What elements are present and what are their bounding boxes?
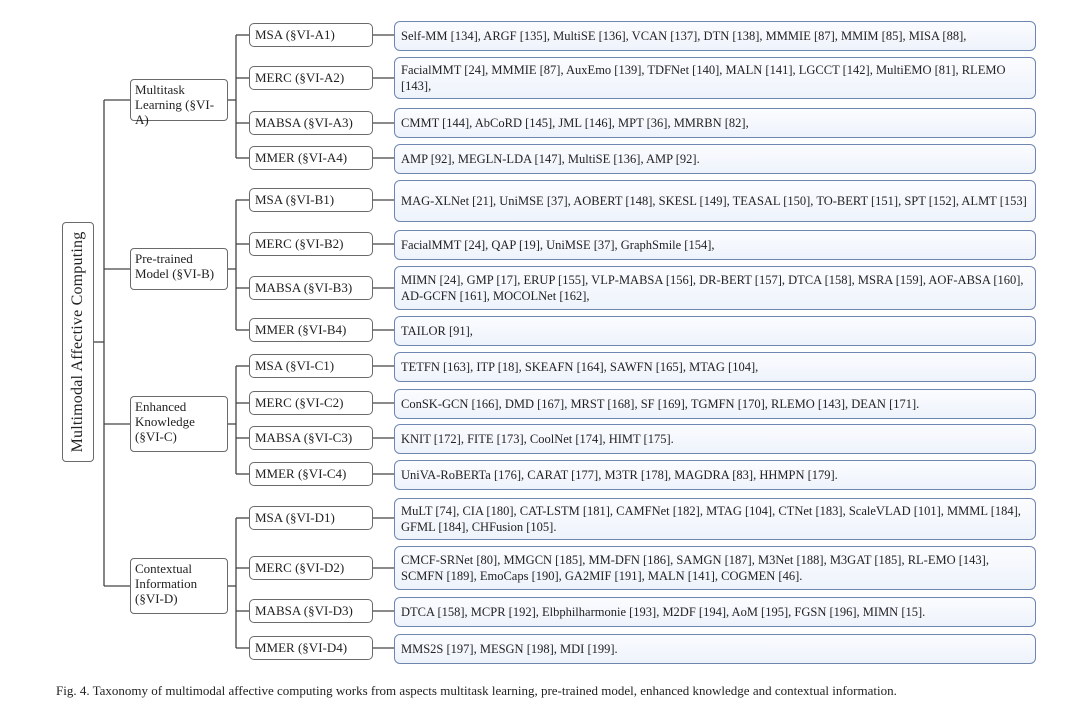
works-box-msa-d1	[394, 498, 1036, 540]
works-text: DTCA [158], MCPR [192], Elbphilharmonie [193], M2DF [194], AoM [195], FGSN [196], MIMN [15].	[401, 605, 926, 619]
works-text: TAILOR [91],	[401, 324, 473, 338]
subcategory-node-mmer-c4: MMER (§VI-C4)	[249, 462, 373, 486]
works-box-mabsa-c3	[394, 424, 1036, 454]
subcategory-node-mabsa-d3: MABSA (§VI-D3)	[249, 599, 373, 623]
figure-caption: Fig. 4. Taxonomy of multimodal affective computing works from aspects multitask learning, pre-trained model, enhanced knowledge and contextual information.	[56, 683, 897, 698]
works-text: FacialMMT [24], MMMIE [87], AuxEmo [139], TDFNet [140], MALN [141], LGCCT [142], MultiEMO [81], RLEMO [143],	[401, 63, 1006, 93]
works-box-mabsa-a3	[394, 108, 1036, 138]
works-box-merc-a2	[394, 57, 1036, 99]
works-box-mmer-a4	[394, 144, 1036, 174]
subcategory-node-mmer-b4: MMER (§VI-B4)	[249, 318, 373, 342]
works-text: MMS2S [197], MESGN [198], MDI [199].	[401, 642, 618, 656]
subcategory-node-mmer-a4: MMER (§VI-A4)	[249, 146, 373, 170]
works-box-merc-d2	[394, 546, 1036, 590]
works-box-mmer-c4	[394, 460, 1036, 490]
works-text: UniVA-RoBERTa [176], CARAT [177], M3TR [178], MAGDRA [83], HHMPN [179].	[401, 468, 838, 482]
category-node-pretrained-model	[130, 248, 228, 290]
subcategory-node-mabsa-c3: MABSA (§VI-C3)	[249, 426, 373, 450]
subcategory-node-mabsa-b3: MABSA (§VI-B3)	[249, 276, 373, 300]
subcategory-node-merc-d2: MERC (§VI-D2)	[249, 556, 373, 580]
works-text: CMCF-SRNet [80], MMGCN [185], MM-DFN [186], SAMGN [187], M3Net [188], M3GAT [185], RL-EMO [143], SCMFN [189], EmoCaps [190], GA2MIF [191], MALN [141], COGMEN [46].	[401, 553, 989, 583]
works-box-mmer-b4	[394, 316, 1036, 346]
works-box-merc-b2	[394, 230, 1036, 260]
subcategory-node-merc-b2: MERC (§VI-B2)	[249, 232, 373, 256]
subcategory-node-msa-a1: MSA (§VI-A1)	[249, 23, 373, 47]
works-box-msa-c1	[394, 352, 1036, 382]
category-node-contextual-information	[130, 558, 228, 614]
subcategory-node-msa-c1: MSA (§VI-C1)	[249, 354, 373, 378]
subcategory-node-merc-a2: MERC (§VI-A2)	[249, 66, 373, 90]
works-text: CMMT [144], AbCoRD [145], JML [146], MPT [36], MMRBN [82],	[401, 116, 749, 130]
category-node-multitask-learning	[130, 79, 228, 127]
subcategory-node-msa-b1: MSA (§VI-B1)	[249, 188, 373, 212]
works-text: MAG-XLNet [21], UniMSE [37], AOBERT [148], SKESL [149], TEASAL [150], TO-BERT [151], SPT [152], ALMT [153]	[401, 194, 1027, 208]
works-text: AMP [92], MEGLN-LDA [147], MultiSE [136], AMP [92].	[401, 152, 700, 166]
category-label: Contextual Information (§VI-D)	[135, 561, 198, 606]
subcategory-node-mabsa-a3: MABSA (§VI-A3)	[249, 111, 373, 135]
works-box-msa-b1	[394, 180, 1036, 222]
works-box-mabsa-b3	[394, 266, 1036, 310]
subcategory-node-mmer-d4: MMER (§VI-D4)	[249, 636, 373, 660]
subcategory-node-merc-c2: MERC (§VI-C2)	[249, 391, 373, 415]
category-label: Pre-trained Model (§VI-B)	[135, 251, 215, 281]
root-node	[62, 222, 94, 462]
works-text: KNIT [172], FITE [173], CoolNet [174], HIMT [175].	[401, 432, 674, 446]
works-text: MuLT [74], CIA [180], CAT-LSTM [181], CAMFNet [182], MTAG [104], CTNet [183], ScaleVLAD [101], MMML [184], GFML [184], CHFusion [105].	[401, 504, 1021, 534]
works-box-mmer-d4	[394, 634, 1036, 664]
works-box-msa-a1	[394, 21, 1036, 51]
works-text: FacialMMT [24], QAP [19], UniMSE [37], GraphSmile [154],	[401, 238, 715, 252]
root-label: Multimodal Affective Computing	[69, 231, 86, 453]
works-text: Self-MM [134], ARGF [135], MultiSE [136], VCAN [137], DTN [138], MMMIE [87], MMIM [85], MISA [88],	[401, 29, 967, 43]
subcategory-node-msa-d1: MSA (§VI-D1)	[249, 506, 373, 530]
works-text: ConSK-GCN [166], DMD [167], MRST [168], SF [169], TGMFN [170], RLEMO [143], DEAN [171].	[401, 397, 920, 411]
category-label: Enhanced Knowledge (§VI-C)	[135, 399, 195, 444]
works-text: MIMN [24], GMP [17], ERUP [155], VLP-MABSA [156], DR-BERT [157], DTCA [158], MSRA [159], AOF-ABSA [160], AD-GCFN [161], MOCOLNet [162],	[401, 273, 1024, 303]
works-box-mabsa-d3	[394, 597, 1036, 627]
category-label: Multitask Learning (§VI-A)	[135, 82, 215, 127]
works-text: TETFN [163], ITP [18], SKEAFN [164], SAWFN [165], MTAG [104],	[401, 360, 759, 374]
category-node-enhanced-knowledge	[130, 396, 228, 452]
works-box-merc-c2	[394, 389, 1036, 419]
